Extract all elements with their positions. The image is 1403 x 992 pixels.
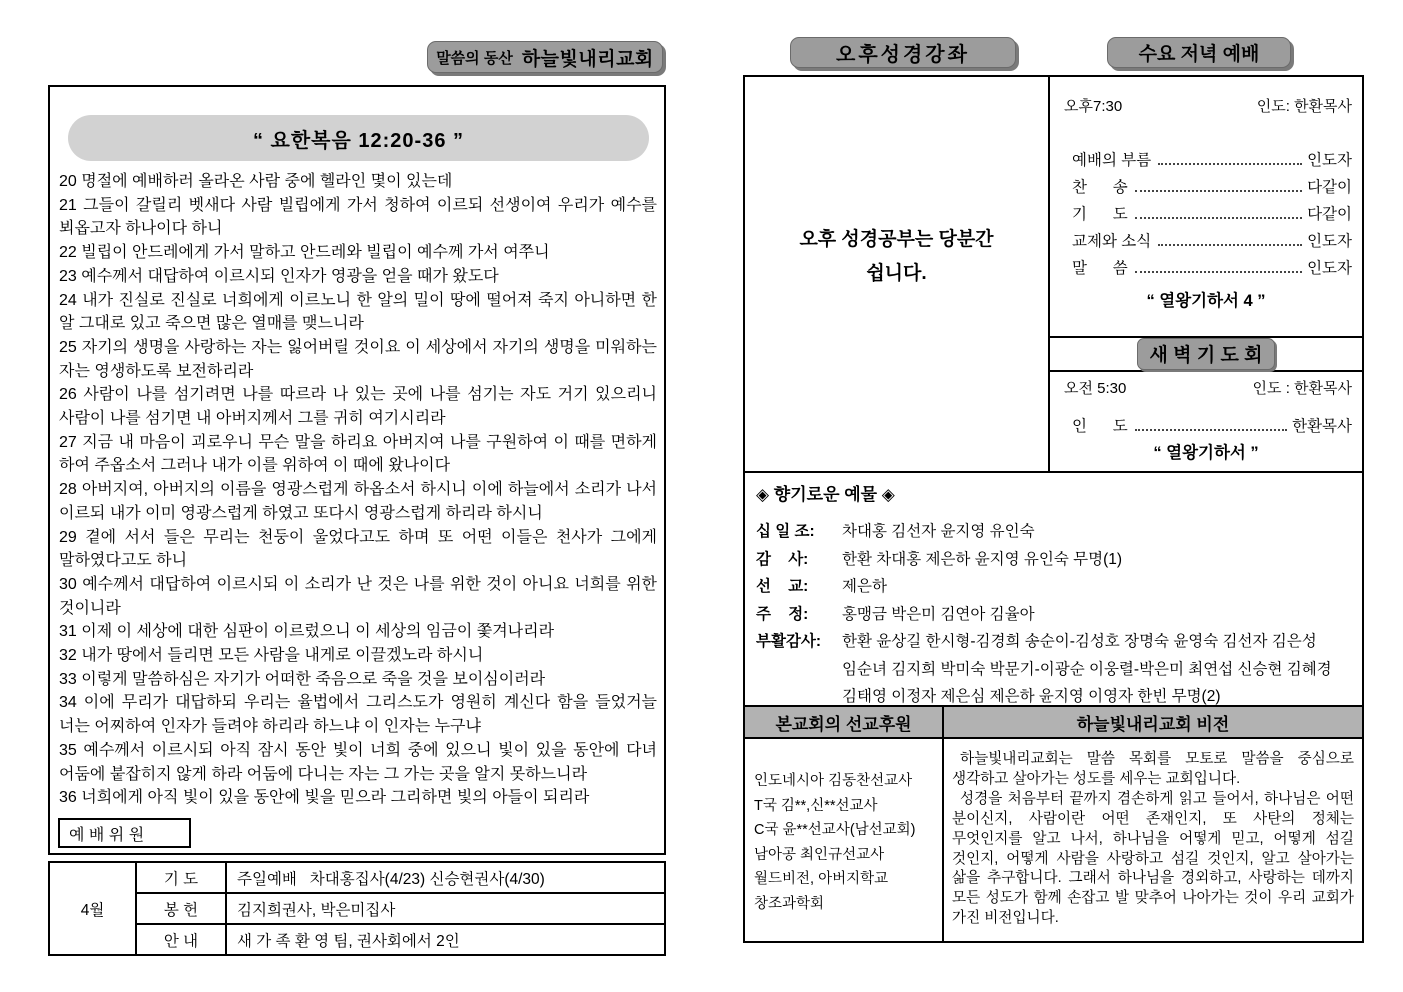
- wednesday-service-badge: 수요 저녁 예배: [1107, 37, 1291, 68]
- verse-line: 36 너희에게 아직 빛이 있을 동안에 빛을 믿으라 그리하면 빛의 아들이 되리라: [59, 789, 590, 807]
- liturgy-row: [1050, 251, 1362, 278]
- offering-row: [756, 546, 1350, 574]
- duty-label-offering: 봉 헌: [136, 893, 226, 924]
- mission-item: T국 김**,신**선교사: [754, 797, 878, 814]
- dawn-time: 오전 5:30: [1064, 380, 1127, 397]
- mission-item: C국 윤**선교사(남선교회): [754, 822, 916, 838]
- dawn-prayer-badge: 새 벽 기 도 회: [1137, 338, 1276, 370]
- verse-line: 25 자기의 생명을 사랑하는 자는 잃어버릴 것이요 이 세상에서 자기의 생명을 미워하는 자는 영생하도록 보전하리라: [59, 338, 657, 380]
- class-notice-line: 쉽니다.: [866, 263, 927, 284]
- class-notice-line: 오후 성경공부는 당분간: [799, 229, 994, 250]
- offering-label: 선 교:: [756, 578, 809, 595]
- wednesday-scripture-reference: “ 열왕기하서 4 ”: [1146, 292, 1266, 310]
- liturgy-assignee: 한환목사: [1292, 418, 1352, 435]
- dawn-scripture-reference: “ 열왕기하서 ”: [1153, 444, 1259, 462]
- duty-label-usher: 안 내: [136, 924, 226, 955]
- service-leader: 인도: 한환목사: [1256, 98, 1352, 115]
- afternoon-class-badge: 오후성경강좌: [790, 37, 1016, 68]
- verse-line: 31 이제 이 세상에 대한 심판이 이르렀으니 이 세상의 임금이 쫓겨나리라: [59, 623, 555, 641]
- liturgy-label: 기 도: [1072, 206, 1128, 223]
- mission-item: 인도네시아 김동찬선교사: [754, 773, 913, 789]
- duty-table: [48, 861, 666, 956]
- dotted-leader: [1158, 163, 1302, 165]
- church-name: 하늘빛내리교회: [521, 48, 654, 70]
- church-motto: 말씀의 동산: [436, 49, 513, 67]
- duty-month: 4월: [49, 862, 136, 955]
- offering-row: [756, 628, 1350, 711]
- dotted-leader: [1158, 244, 1302, 246]
- bottom-table-header: [745, 705, 1362, 739]
- table-row: [49, 862, 665, 893]
- liturgy-assignee: 인도자: [1307, 260, 1352, 277]
- liturgy-label: 말 씀: [1072, 260, 1128, 277]
- verse-line: 33 이렇게 말씀하심은 자기가 어떠한 죽음으로 죽을 것을 보이심이러라: [59, 670, 546, 688]
- verse-line: 22 빌립이 안드레에게 가서 말하고 안드레와 빌립이 예수께 가서 여쭈니: [59, 244, 550, 262]
- offering-names: 차대홍 김선자 윤지영 유인숙: [842, 523, 1035, 540]
- service-time: 오후7:30: [1064, 98, 1123, 115]
- verse-line: 24 내가 진실로 진실로 너희에게 이르노니 한 알의 밀이 땅에 떨어져 죽지 아니하면 한 알 그대로 있고 죽으면 많은 열매를 맺느니라: [59, 291, 657, 333]
- scripture-panel: [48, 85, 666, 855]
- service-panel: [743, 75, 1364, 943]
- dawn-time-row: [1050, 377, 1362, 398]
- liturgy-label: 인 도: [1072, 418, 1128, 435]
- verse-line: 34 이에 무리가 대답하되 우리는 율법에서 그리스도가 영원히 계신다 함을 들었거늘 너는 어찌하여 인자가 들려야 하리라 하느냐 이 인자는 누구냐: [59, 694, 657, 736]
- dotted-leader: [1135, 217, 1302, 219]
- liturgy-row: [1050, 170, 1362, 197]
- dotted-leader: [1135, 190, 1302, 192]
- offering-names: 한환 차대홍 제은하 윤지영 유인숙 무명(1): [842, 550, 1123, 568]
- duty-value-prayer: 주일예배 차대홍집사(4/23) 신승현권사(4/30): [226, 862, 665, 893]
- duty-value-usher: 새 가 족 환 영 팀, 권사회에서 2인: [226, 924, 665, 955]
- sermon-title: “ 요한복음 12:20-36 ”: [68, 115, 649, 161]
- liturgy-row: [1050, 197, 1362, 224]
- offering-label: 십 일 조:: [756, 523, 815, 540]
- dawn-leader: 인도 : 한환목사: [1252, 380, 1352, 397]
- offering-label: 부활감사:: [756, 633, 822, 650]
- verse-line: 26 사람이 나를 섬기려면 나를 따르라 나 있는 곳에 나를 섬기는 자도 거기 있으리니 사람이 나를 섬기면 내 아버지께서 그를 귀히 여기시리라: [59, 386, 657, 428]
- offering-names: 홍맹금 박은미 김연아 김율아: [842, 605, 1035, 623]
- dawn-liturgy-list: [1050, 409, 1362, 436]
- offering-row: [756, 573, 1350, 601]
- missions-list: [745, 739, 944, 941]
- verse-line: 27 지금 내 마음이 괴로우니 무슨 말을 하리요 아버지여 나를 구원하여 이 때를 면하게 하여 주옵소서 그러나 내가 이를 위하여 이 때에 왔나이다: [59, 433, 657, 475]
- liturgy-assignee: 다같이: [1307, 206, 1352, 223]
- bottom-table-body: [745, 739, 1362, 941]
- church-name-badge: [427, 41, 663, 73]
- verse-line: 35 예수께서 이르시되 아직 잠시 동안 빛이 너희 중에 있으니 빛이 있을 동안에 다녀 어둠에 붙잡히지 않게 하라 어둠에 다니는 자는 그 가는 곳을 알지 못하느니라: [59, 741, 657, 783]
- offering-label: 주 정:: [756, 605, 809, 623]
- verse-line: 20 명절에 예배하러 올라온 사람 중에 헬라인 몇이 있는데: [59, 173, 453, 190]
- offering-names: 한환 윤상길 한시형-김경희 송순이-김성호 장명숙 윤영숙 김선자 김은성 임순녀 김지희 박미숙 박문기-이광순 이웅렬-박은미 최연섭 신승현 김혜경 김태영 이정자 제은심 제은하 윤지영 이영자 한빈 무명(2): [842, 633, 1332, 705]
- worship-committee-label: 예 배 위 원: [58, 818, 191, 848]
- offering-row: [756, 518, 1350, 546]
- offering-names: 제은하: [842, 578, 887, 595]
- verse-line: 23 예수께서 대답하여 이르시되 인자가 영광을 얻을 때가 왔도다: [59, 267, 499, 285]
- liturgy-row: [1050, 143, 1362, 170]
- vision-text: [944, 739, 1362, 941]
- class-notice: [745, 223, 1048, 291]
- missions-header: 본교회의 선교후원: [745, 707, 944, 737]
- dotted-leader: [1135, 429, 1287, 431]
- liturgy-assignee: 인도자: [1307, 233, 1352, 250]
- dawn-prayer-header: [1050, 336, 1362, 372]
- table-row: [49, 924, 665, 955]
- verse-line: 21 그들이 갈릴리 벳새다 사람 빌립에게 가서 청하여 이르되 선생이여 우리가 예수를 뵈옵고자 하나이다 하니: [59, 196, 657, 238]
- liturgy-label: 예배의 부름: [1072, 152, 1152, 169]
- mission-item: 남아공 최인규선교사: [754, 846, 885, 863]
- liturgy-list: [1050, 143, 1362, 278]
- table-row: [49, 893, 665, 924]
- vision-header: 하늘빛내리교회 비전: [1076, 714, 1230, 734]
- offering-label: 감 사:: [756, 550, 809, 568]
- verse-line: 29 곁에 서서 들은 무리는 천둥이 울었다고도 하며 또 어떤 이들은 천사가 그에게 말하였다고도 하니: [59, 528, 657, 570]
- duty-value-offering: 김지희권사, 박은미집사: [226, 893, 665, 924]
- vision-paragraph: 성경을 처음부터 끝까지 겸손하게 읽고 들어서, 하나님은 어떤 분이신지, 사람이란 어떤 존재인지, 또 사탄의 정체는 무엇인지를 알고 나서, 하나님을 어떻게 믿고, 어떻게 섬길 것인지, 어떻게 사람을 사랑하고 섬길 것인지, 알고 살아가는 삶을 추구합니다. 그래서 하나님을 경외하고, 사랑하는 데까지 모든 성도가 함께 손잡고 발 맞추어 나아가는 것이 우리 교회가 가진 비전입니다.: [952, 790, 1354, 927]
- verse-line: 30 예수께서 대답하여 이르시되 이 소리가 난 것은 나를 위한 것이 아니요 너희를 위한 것이니라: [59, 575, 657, 617]
- verse-line: 28 아버지여, 아버지의 이름을 영광스럽게 하옵소서 하시니 이에 하늘에서 소리가 나서 이르되 내가 이미 영광스럽게 하였고 또다시 영광스럽게 하리라 하시니: [59, 481, 657, 522]
- liturgy-assignee: 인도자: [1307, 152, 1352, 169]
- vision-paragraph: 하늘빛내리교회는 말씀 목회를 모토로 말씀을 중심으로 생각하고 살아가는 성도를 세우는 교회입니다.: [952, 751, 1354, 787]
- service-time-row: [1050, 95, 1362, 116]
- dotted-leader: [1135, 271, 1302, 273]
- mission-item: 창조과학회: [754, 895, 825, 912]
- liturgy-label: 찬 송: [1072, 179, 1128, 196]
- duty-label-prayer: 기 도: [136, 862, 226, 893]
- offerings-title: ◈ 향기로운 예물 ◈: [756, 485, 895, 504]
- liturgy-row: [1050, 409, 1362, 436]
- liturgy-row: [1050, 224, 1362, 251]
- mission-item: 월드비전, 아버지학교: [754, 871, 889, 887]
- verse-line: 32 내가 땅에서 들리면 모든 사람을 내게로 이끌겠노라 하시니: [59, 647, 484, 665]
- liturgy-label: 교제와 소식: [1072, 233, 1152, 250]
- offering-row: [756, 601, 1350, 629]
- scripture-text: [59, 170, 657, 810]
- liturgy-assignee: 다같이: [1307, 179, 1352, 196]
- offerings-section: [745, 473, 1362, 703]
